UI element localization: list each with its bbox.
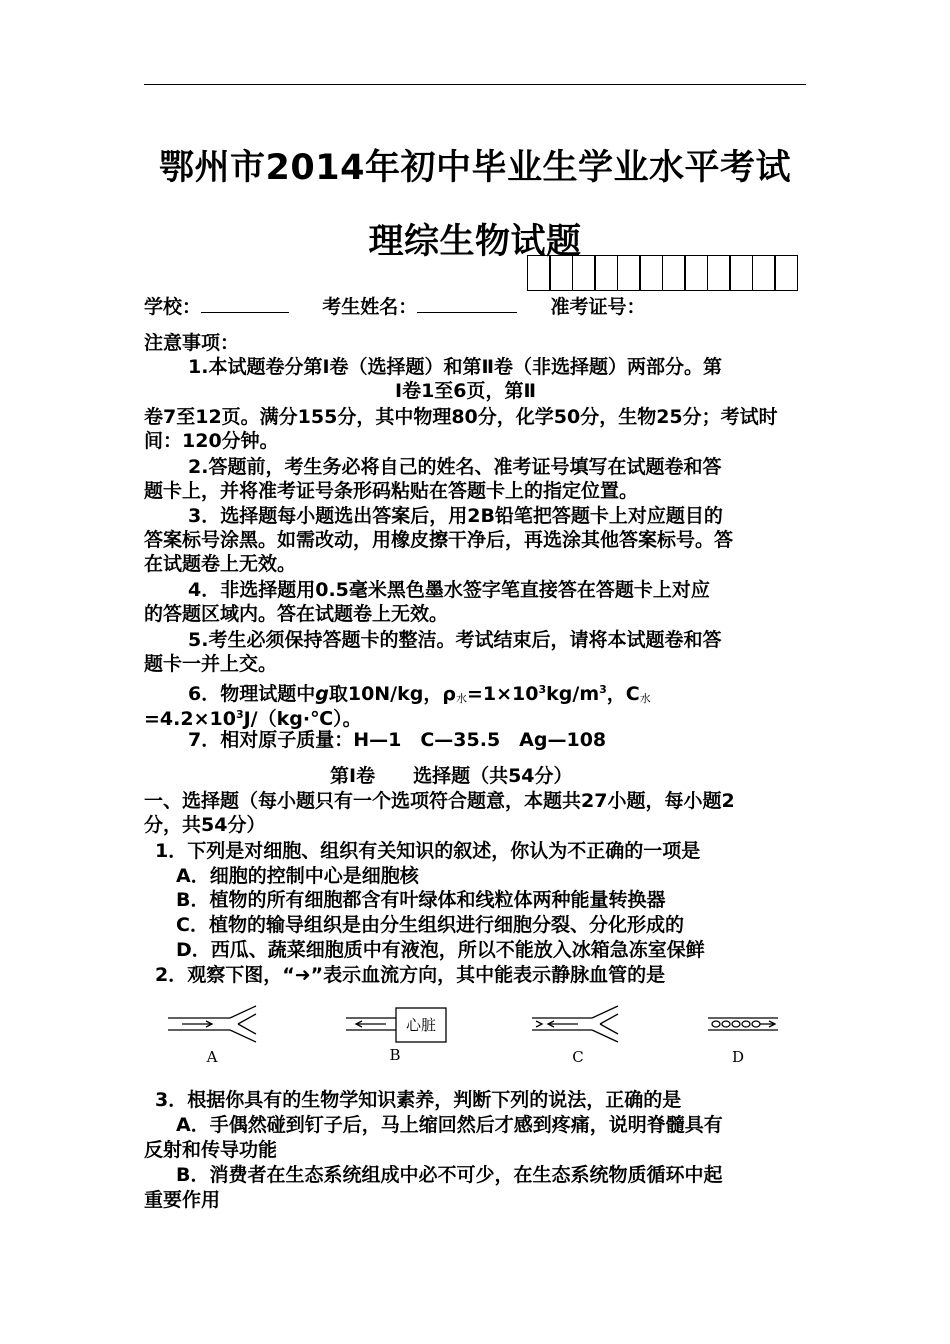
diagram-label-b: B xyxy=(389,1046,401,1064)
notice-item-1-cont3: 间：120分钟。 xyxy=(144,430,279,452)
notice-6-text-c: =1×10 xyxy=(466,683,539,705)
notice-6-text-d: kg/m xyxy=(546,683,600,705)
vessel-d xyxy=(708,1018,778,1030)
id-digit-box xyxy=(549,255,573,291)
question-3-option-b-cont: 重要作用 xyxy=(144,1189,221,1211)
notice-item-1: 1.本试题卷分第Ⅰ卷（选择题）和第Ⅱ卷（非选择题）两部分。第 xyxy=(188,356,723,378)
question-3-option-a-cont: 反射和传导功能 xyxy=(144,1139,278,1161)
notice-6-text-f: =4.2×10 xyxy=(144,708,236,730)
notice-item-1-cont2: 卷7至12页。满分155分，其中物理80分，化学50分，生物25分；考试时 xyxy=(144,406,778,428)
part1-intro: 一、选择题（每小题只有一个选项符合题意，本题共27小题，每小题2 xyxy=(144,790,735,812)
id-digit-box xyxy=(617,255,641,291)
notice-item-7: 7．相对原子质量：H—1 C—35.5 Ag—108 xyxy=(188,729,607,751)
notice-item-5: 5.考生必须保持答题卡的整洁。考试结束后，请将本试题卷和答 xyxy=(188,629,722,651)
id-digit-box xyxy=(729,255,753,291)
notice-item-1-cont: Ⅰ卷1至6页，第Ⅱ xyxy=(395,380,537,402)
question-3-option-a: A．手偶然碰到钉子后，马上缩回然后才感到疼痛，说明脊髓具有 xyxy=(176,1114,723,1136)
notice-6-sub: 水 xyxy=(455,692,467,705)
exam-title: 鄂州市2014年初中毕业生学业水平考试 xyxy=(159,148,791,188)
part1-intro-cont: 分，共54分） xyxy=(144,814,266,836)
question-3-stem: 3．根据你具有的生物学知识素养，判断下列的说法，正确的是 xyxy=(155,1089,682,1111)
notice-item-3-cont2: 在试题卷上无效。 xyxy=(144,553,297,575)
question-2-stem: 2．观察下图，“➜”表示血流方向，其中能表示静脉血管的是 xyxy=(155,964,666,986)
vessel-c xyxy=(532,1006,618,1042)
id-digit-box xyxy=(774,255,798,291)
heart-label: 心脏 xyxy=(405,1016,437,1034)
id-digit-box xyxy=(662,255,686,291)
notice-6-sub2: 水 xyxy=(639,692,651,705)
diagram-label-a: A xyxy=(206,1048,218,1066)
id-digit-box xyxy=(752,255,776,291)
name-label: 考生姓名： xyxy=(322,296,418,318)
notice-6-exp3: 3 xyxy=(235,708,244,721)
question-3-option-b: B．消费者在生态系统组成中必不可少，在生态系统物质循环中起 xyxy=(176,1164,723,1186)
notice-item-2-cont: 题卡上，并将准考证号条形码粘贴在答题卡上的指定位置。 xyxy=(144,480,639,502)
notice-6-text-b: 取10N/kg，ρ xyxy=(328,683,456,705)
notice-item-4: 4．非选择题用0.5毫米黑色墨水签字笔直接答在答题卡上对应 xyxy=(188,579,710,601)
id-digit-box xyxy=(572,255,596,291)
notice-item-2: 2.答题前，考生务必将自己的姓名、准考证号填写在试题卷和答 xyxy=(188,456,722,478)
school-label: 学校： xyxy=(144,296,202,318)
notice-item-3: 3．选择题每小题选出答案后，用2B铅笔把答题卡上对应题目的 xyxy=(188,505,723,527)
notice-6-exp: 3 xyxy=(538,683,547,696)
info-row xyxy=(144,294,646,319)
candidate-id-boxes xyxy=(528,255,798,291)
top-rule xyxy=(144,84,806,85)
notice-heading: 注意事项： xyxy=(144,332,240,354)
question-1-option-b: B．植物的所有细胞都含有叶绿体和线粒体两种能量转换器 xyxy=(176,889,666,911)
name-blank xyxy=(417,294,517,313)
id-digit-box xyxy=(527,255,551,291)
notice-6-exp2: 3 xyxy=(599,683,607,696)
diagram-label-c: C xyxy=(572,1048,584,1066)
school-blank xyxy=(201,294,289,313)
vessel-a xyxy=(168,1006,256,1042)
notice-6-text-a: 6．物理试题中 xyxy=(188,683,316,705)
question-1-option-a: A．细胞的控制中心是细胞核 xyxy=(176,865,419,887)
part1-heading: 第Ⅰ卷 选择题（共54分） xyxy=(330,765,573,787)
blood-vessel-diagram xyxy=(160,1000,800,1070)
id-digit-box xyxy=(684,255,708,291)
question-1-option-d: D．西瓜、蔬菜细胞质中有液泡，所以不能放入冰箱急冻室保鲜 xyxy=(176,939,705,961)
diagram-label-d: D xyxy=(731,1048,745,1066)
question-1-option-c: C．植物的输导组织是由分生组织进行细胞分裂、分化形成的 xyxy=(176,914,684,936)
notice-item-4-cont: 的答题区域内。答在试题卷上无效。 xyxy=(144,603,449,625)
notice-6-g: g xyxy=(315,683,329,705)
id-digit-box xyxy=(594,255,618,291)
id-label: 准考证号： xyxy=(550,296,646,318)
question-1-stem: 1．下列是对细胞、组织有关知识的叙述，你认为不正确的一项是 xyxy=(155,840,701,862)
exam-subtitle: 理综生物试题 xyxy=(368,222,582,262)
notice-6-text-e: ，C xyxy=(606,683,640,705)
id-digit-box xyxy=(707,255,731,291)
notice-6-text-g: J/（kg·℃）。 xyxy=(243,708,362,730)
id-digit-box xyxy=(639,255,663,291)
notice-item-3-cont: 答案标号涂黑。如需改动，用橡皮擦干净后，再选涂其他答案标号。答 xyxy=(144,529,734,551)
notice-item-6-cont xyxy=(144,703,362,731)
notice-item-5-cont: 题卡一并上交。 xyxy=(144,653,278,675)
